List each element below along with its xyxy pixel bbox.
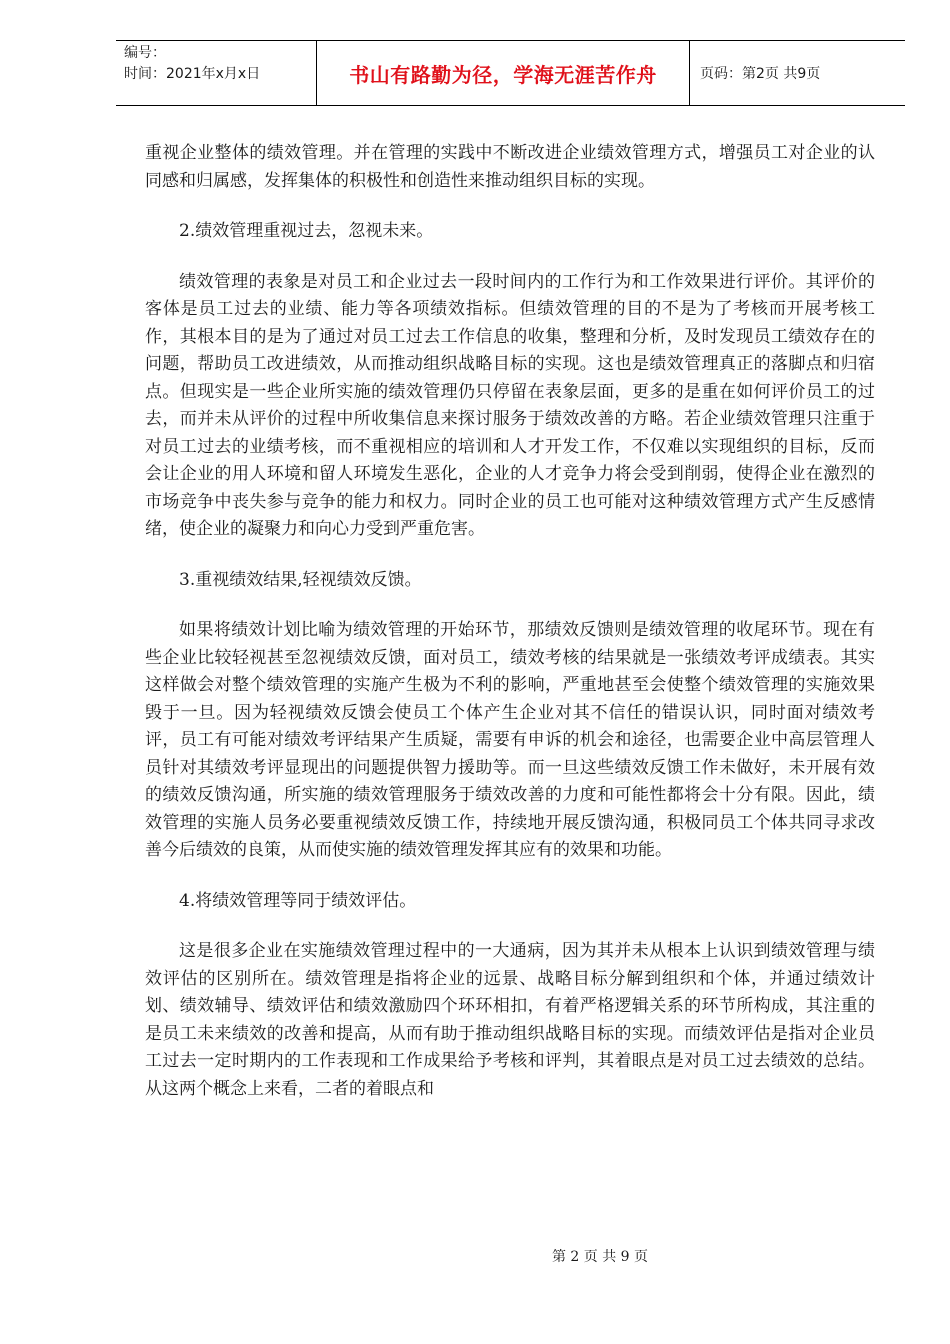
header-motto: 书山有路勤为径，学海无涯苦作舟	[316, 41, 690, 105]
page-footer	[0, 1246, 950, 1266]
footer-page-number: 第 2 页 共 9 页	[551, 1249, 649, 1265]
section-heading: 4.将绩效管理等同于绩效评估。	[179, 890, 417, 911]
header-meta	[116, 41, 316, 105]
body-paragraph: 这是很多企业在实施绩效管理过程中的一大通病，因为其并未从根本上认识到绩效管理与绩效评估的区别所在。绩效管理是指将企业的远景、战略目标分解到组织和个体，并通过绩效计划、绩效辅导、绩效评估和绩效激励四个环环相扣，有着严格逻辑关系的环节所构成，其注重的是员工未来绩效的改善和提高，从而有助于推动组织战略目标的实现。而绩效评估是指对企业员工过去一定时期内的工作表现和工作成果给予考核和评判，其着眼点是对员工过去绩效的总结。从这两个概念上来看，二者的着眼点和	[145, 941, 875, 1099]
page-header	[116, 40, 905, 106]
section-heading: 3.重视绩效结果,轻视绩效反馈。	[179, 569, 422, 590]
section-heading: 2.绩效管理重视过去，忽视未来。	[179, 221, 434, 241]
document-number-label: 编号：	[124, 45, 166, 61]
body-paragraph: 绩效管理的表象是对员工和企业过去一段时间内的工作行为和工作效果进行评价。其评价的客体是员工过去的业绩、能力等各项绩效指标。但绩效管理的目的不是为了考核而开展考核工作，其根本目的是为了通过对员工过去工作信息的收集，整理和分析，及时发现员工绩效存在的问题，帮助员工改进绩效，从而推动组织战略目标的实现。这也是绩效管理真正的落脚点和归宿点。但现实是一些企业所实施的绩效管理仍只停留在表象层面，更多的是重在如何评价员工的过去，而并未从评价的过程中所收集信息来探讨服务于绩效改善的方略。若企业绩效管理只注重于对员工过去的业绩考核，而不重视相应的培训和人才开发工作，不仅难以实现组织的目标，反而会让企业的用人环境和留人环境发生恶化，企业的人才竞争力将会受到削弱，使得企业在激烈的市场竞争中丧失参与竞争的能力和权力。同时企业的员工也可能对这种绩效管理方式产生反感情绪，使企业的凝聚力和向心力受到严重危害。	[145, 271, 875, 539]
body-paragraph: 重视企业整体的绩效管理。并在管理的实践中不断改进企业绩效管理方式，增强员工对企业的认同感和归属感，发挥集体的积极性和创造性来推动组织目标的实现。	[145, 143, 875, 191]
body-paragraph: 如果将绩效计划比喻为绩效管理的开始环节，那绩效反馈则是绩效管理的收尾环节。现在有些企业比较轻视甚至忽视绩效反馈，面对员工，绩效考核的结果就是一张绩效考评成绩表。其实这样做会对整个绩效管理的实施产生极为不利的影响，严重地甚至会使整个绩效管理的实施效果毁于一旦。因为轻视绩效反馈会使员工个体产生企业对其不信任的错误认识，同时面对绩效考评，员工有可能对绩效考评结果产生质疑，需要有申诉的机会和途径，也需要企业中高层管理人员针对其绩效考评显现出的问题提供智力援助等。而一旦这些绩效反馈工作未做好，未开展有效的绩效反馈沟通，所实施的绩效管理服务于绩效改善的力度和可能性都将会十分有限。因此，绩效管理的实施人员务必要重视绩效反馈工作，持续地开展反馈沟通，积极同员工个体共同寻求改善今后绩效的良策，从而使实施的绩效管理发挥其应有的效果和功能。	[145, 620, 875, 860]
header-page-number: 页码：第2页 共9页	[700, 66, 821, 82]
document-time-label: 时间：2021年x月x日	[124, 66, 261, 82]
document-body	[145, 140, 875, 1126]
